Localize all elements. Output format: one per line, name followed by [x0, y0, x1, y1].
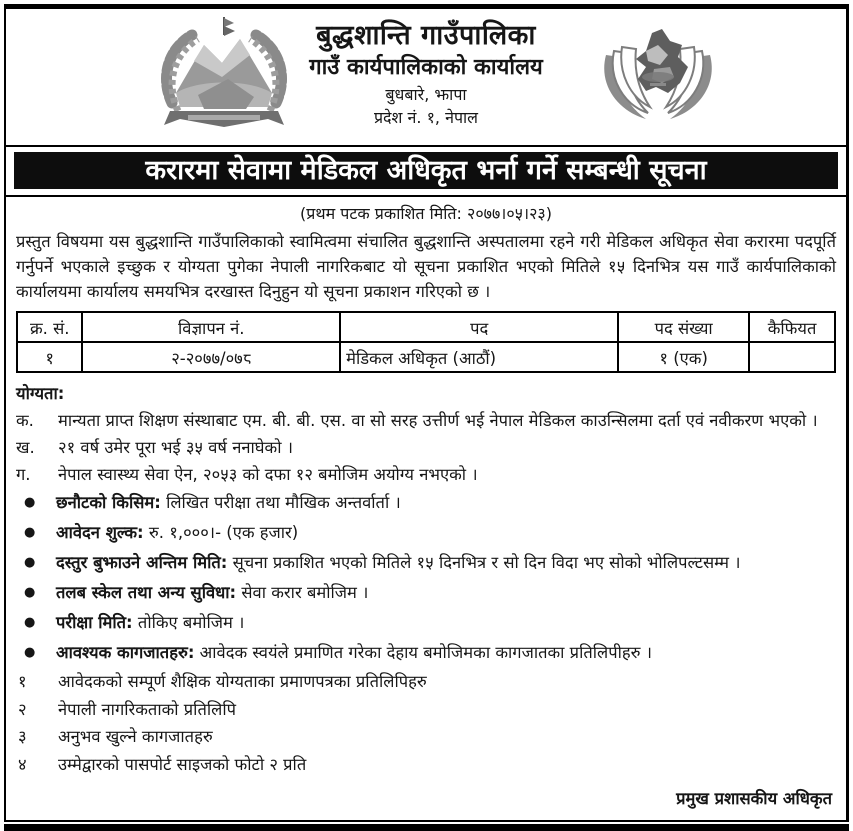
bullet-text: तोकिए बमोजिम । — [137, 613, 245, 632]
letterhead — [6, 9, 846, 147]
bullet-label: तलब स्केल तथा अन्य सुविधा: — [56, 583, 237, 602]
bullet-text: रु. १,०००।- (एक हजार) — [148, 523, 299, 542]
bullet-icon: ● — [24, 645, 36, 660]
bullet-icon: ● — [24, 615, 36, 630]
bullet-icon: ● — [24, 495, 36, 510]
cell-advert-no: २-२०७७/०७८ — [82, 342, 340, 372]
cell-remarks — [749, 342, 835, 372]
bullet-item — [16, 608, 836, 638]
published-date: (प्रथम पटक प्रकाशित मिति: २०७७।०५।२३) — [300, 204, 552, 223]
bullet-item — [16, 638, 836, 668]
qualification-item — [16, 461, 836, 488]
bullet-text: लिखित परीक्षा तथा मौखिक अन्तर्वार्ता । — [166, 493, 401, 512]
page-bottom-rule — [4, 824, 849, 831]
notice-paragraph: प्रस्तुत विषयमा यस बुद्धशान्ति गाउँपालिकाको स्वामित्वमा संचालित बुद्धशान्ति अस्पतालमा रहने गरी मेडिकल अधिकृत सेवा करारमा पदपूर्ति गर्नुपर्ने भएकाले इच्छुक र योग्यता पुगेका नेपाली नागरिकबाट यो सूचना प्रकाशित भएको मितिले १५ दिनभित्र यस गाउँ कार्यपालिकाको कार्यालयमा कार्यालय समयभित्र दरखास्त दिनुहुन यो सूचना प्रकाशन गरिएको छ । — [16, 232, 836, 301]
bullet-label: आवेदन शुल्क: — [56, 523, 144, 542]
item-text: अनुभव खुल्ने कागजातहरु — [58, 727, 213, 746]
item-marker: ग. — [16, 465, 31, 484]
qualification-item — [16, 434, 836, 461]
document-item — [16, 668, 836, 696]
bullet-icon: ● — [24, 555, 36, 570]
document-item — [16, 751, 836, 779]
location-line: बुधबारे, झापा — [385, 85, 467, 104]
bullet-label: आवश्यक कागजातहरु: — [56, 643, 195, 662]
cell-count: १ (एक) — [618, 342, 749, 372]
item-text: मान्यता प्राप्त शिक्षण संस्थाबाट एम. बी. बी. एस. वा सो सरह उत्तीर्ण भई नेपाल मेडिकल काउन्सिलमा दर्ता एवं नवीकरण भएको । — [58, 411, 818, 430]
document-item — [16, 723, 836, 751]
bullet-item — [16, 578, 836, 608]
col-remarks: कैफियत — [749, 312, 835, 342]
bullet-text: सेवा करार बमोजिम । — [241, 583, 369, 602]
municipality-name: बुद्धशान्ति गाउँपालिका — [316, 20, 536, 51]
notice-title: करारमा सेवामा मेडिकल अधिकृत भर्ना गर्ने सम्बन्धी सूचना — [14, 152, 838, 189]
bullet-text: आवेदक स्वयंले प्रमाणित गरेका देहाय बमोजिमका कागजातका प्रतिलिपीहरु । — [199, 643, 652, 662]
col-advert-no: विज्ञापन नं. — [82, 312, 340, 342]
bullet-icon: ● — [24, 525, 36, 540]
notice-body — [6, 197, 846, 820]
item-marker: २ — [18, 699, 27, 719]
cell-position: मेडिकल अधिकृत (आठौं) — [340, 342, 618, 372]
item-marker: ख. — [16, 438, 35, 457]
municipality-seal-icon — [596, 27, 720, 131]
qualification-heading: योग्यता: — [16, 384, 65, 403]
item-marker: १ — [18, 672, 27, 691]
bullet-label: परीक्षा मिति: — [56, 613, 133, 632]
cell-serial: १ — [17, 342, 82, 372]
col-count: पद संख्या — [618, 312, 749, 342]
item-text: नेपाली नागरिकताको प्रतिलिपि — [58, 699, 236, 719]
province-line: प्रदेश नं. १, नेपाल — [373, 108, 479, 127]
item-text: आवेदकको सम्पूर्ण शैक्षिक योग्यताका प्रमाणपत्रका प्रतिलिपिहरु — [58, 672, 427, 691]
bullet-item — [16, 548, 836, 578]
notice-document — [4, 4, 849, 822]
notice-banner-row — [6, 147, 846, 197]
item-text: २१ वर्ष उमेर पूरा भई ३५ वर्ष ननाघेको । — [58, 438, 293, 457]
item-marker: क. — [16, 411, 34, 430]
letterhead-text — [6, 9, 846, 129]
bullet-item — [16, 518, 836, 548]
col-serial: क्र. सं. — [17, 312, 82, 342]
bullet-text: सूचना प्रकाशित भएको मितिले १५ दिनभित्र र सो दिन विदा भए सोको भोलिपल्टसम्म । — [232, 553, 741, 572]
item-text: उम्मेद्वारको पासपोर्ट साइजको फोटो २ प्रति — [58, 754, 307, 774]
item-marker: ४ — [18, 754, 27, 774]
col-position: पद — [340, 312, 618, 342]
office-name: गाउँ कार्यपालिकाको कार्यालय — [309, 55, 543, 80]
table-row — [17, 342, 835, 372]
qualification-item — [16, 407, 836, 434]
nepal-emblem-icon — [158, 15, 290, 143]
table-header-row — [17, 312, 835, 342]
vacancy-table — [16, 311, 836, 373]
document-item — [16, 696, 836, 724]
bullet-icon: ● — [24, 585, 36, 600]
signature-title: प्रमुख प्रशासकीय अधिकृत — [676, 789, 832, 808]
bullet-label: छनौटको किसिम: — [56, 493, 161, 512]
bullet-label: दस्तुर बुझाउने अन्तिम मिति: — [56, 553, 228, 572]
bullet-item — [16, 488, 836, 518]
item-text: नेपाल स्वास्थ्य सेवा ऐन, २०५३ को दफा १२ बमोजिम अयोग्य नभएको । — [58, 465, 478, 484]
item-marker: ३ — [18, 727, 27, 746]
